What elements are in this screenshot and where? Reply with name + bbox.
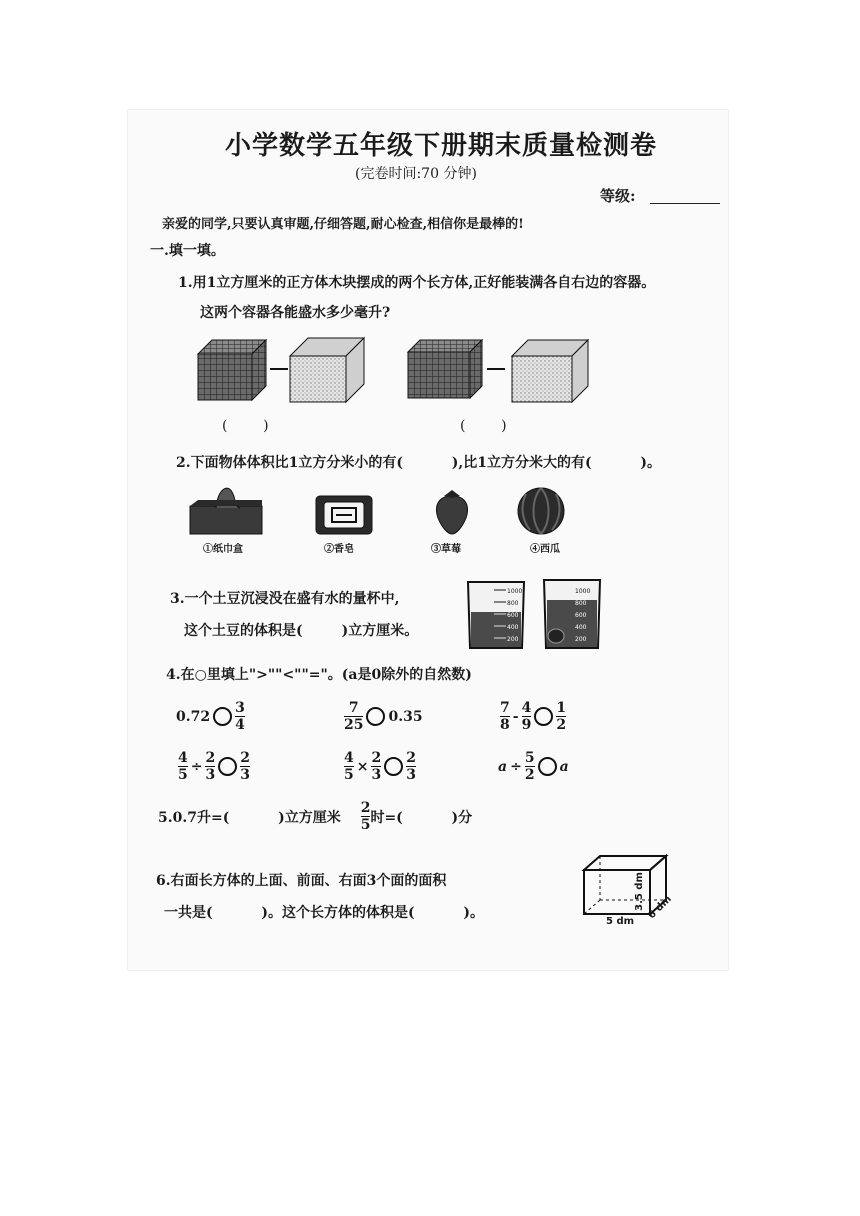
- q4-r1c2: $\frac{7}{25}$ 0.35: [344, 700, 423, 733]
- compare-circle[interactable]: [366, 707, 385, 726]
- watermelon-icon: [516, 486, 566, 536]
- cup1-ticks: 1000 800 600 400 200: [507, 588, 523, 643]
- exam-title: 小学数学五年级下册期末质量检测卷: [225, 131, 658, 161]
- q3-line2: 这个土豆的体积是( )立方厘米。: [184, 623, 419, 639]
- q5-part1[interactable]: 5.0.7升=( )立方厘米: [158, 809, 341, 826]
- compare-circle[interactable]: [218, 757, 237, 776]
- cup2-ticks: 1000 800 600 400 200: [575, 588, 591, 643]
- item-label-watermelon: ④西瓜: [530, 544, 560, 555]
- q1-line2: 这两个容器各能盛水多少毫升?: [200, 305, 391, 321]
- container-2-icon: [512, 340, 590, 404]
- container-1-icon: [290, 338, 366, 404]
- item-label-strawberry: ③草莓: [431, 544, 461, 555]
- q5-row: 5.0.7升=( )立方厘米 $\frac{2}{5}$ 时=( )分: [158, 800, 473, 833]
- q4-r1c3: $\frac{7}{8}$ - $\frac{4}{9}$ $\frac{1}{2}$: [500, 700, 567, 733]
- q4-r2c1: $\frac{4}{5}$ ÷ $\frac{2}{3}$ $\frac{2}{3}$: [178, 750, 250, 783]
- item-label-soap: ②香皂: [324, 544, 354, 555]
- q6-line1: 6.右面长方体的上面、前面、右面3个面的面积: [156, 873, 447, 889]
- compare-circle[interactable]: [534, 707, 553, 726]
- measuring-cup-2-icon: [540, 576, 604, 650]
- dim-width: 6 dm: [646, 893, 674, 922]
- q6-line2: 一共是( )。这个长方体的体积是( )。: [164, 905, 484, 921]
- grade-label: 等级:: [600, 187, 636, 205]
- arrow-1-icon: [270, 364, 290, 374]
- grade-blank[interactable]: [650, 203, 720, 204]
- section-title: 一.填一填。: [150, 243, 225, 259]
- dim-height: 3.5 dm: [633, 872, 645, 911]
- q1-line1: 1.用1立方厘米的正方体木块摆成的两个长方体,正好能装满各自右边的容器。: [178, 275, 656, 291]
- compare-circle[interactable]: [384, 757, 403, 776]
- dim-length: 5 dm: [606, 916, 635, 927]
- tissue-box-icon: [188, 484, 264, 536]
- q1-answer-blank-2[interactable]: ( ): [460, 418, 507, 434]
- cube-block-2-icon: [408, 340, 484, 402]
- exam-time: (完卷时间:70 分钟): [355, 166, 477, 182]
- intro-text: 亲爱的同学,只要认真审题,仔细答题,耐心检查,相信你是最棒的!: [162, 217, 524, 232]
- q4-text: 4.在○里填上">""<""="。(a是0除外的自然数): [166, 667, 472, 683]
- q4-r2c3: a ÷ $\frac{5}{2}$ a: [498, 750, 569, 783]
- q3-line1: 3.一个土豆沉浸没在盛有水的量杯中,: [170, 591, 400, 607]
- cube-block-1-icon: [198, 340, 268, 402]
- q2-text: 2.下面物体体积比1立方分米小的有( ),比1立方分米大的有( )。: [176, 455, 661, 471]
- item-label-tissue: ①纸巾盒: [203, 544, 243, 555]
- arrow-2-icon: [487, 364, 507, 374]
- q4-r2c2: $\frac{4}{5}$ × $\frac{2}{3}$ $\frac{2}{3}$: [344, 750, 416, 783]
- q1-answer-blank-1[interactable]: ( ): [222, 418, 269, 434]
- q5-part2[interactable]: 时=( )分: [370, 809, 473, 826]
- soap-icon: [314, 494, 374, 536]
- strawberry-icon: [432, 488, 472, 536]
- compare-circle[interactable]: [538, 757, 557, 776]
- q4-r1c1: 0.72 $\frac{3}{4}$: [176, 700, 245, 733]
- compare-circle[interactable]: [213, 707, 232, 726]
